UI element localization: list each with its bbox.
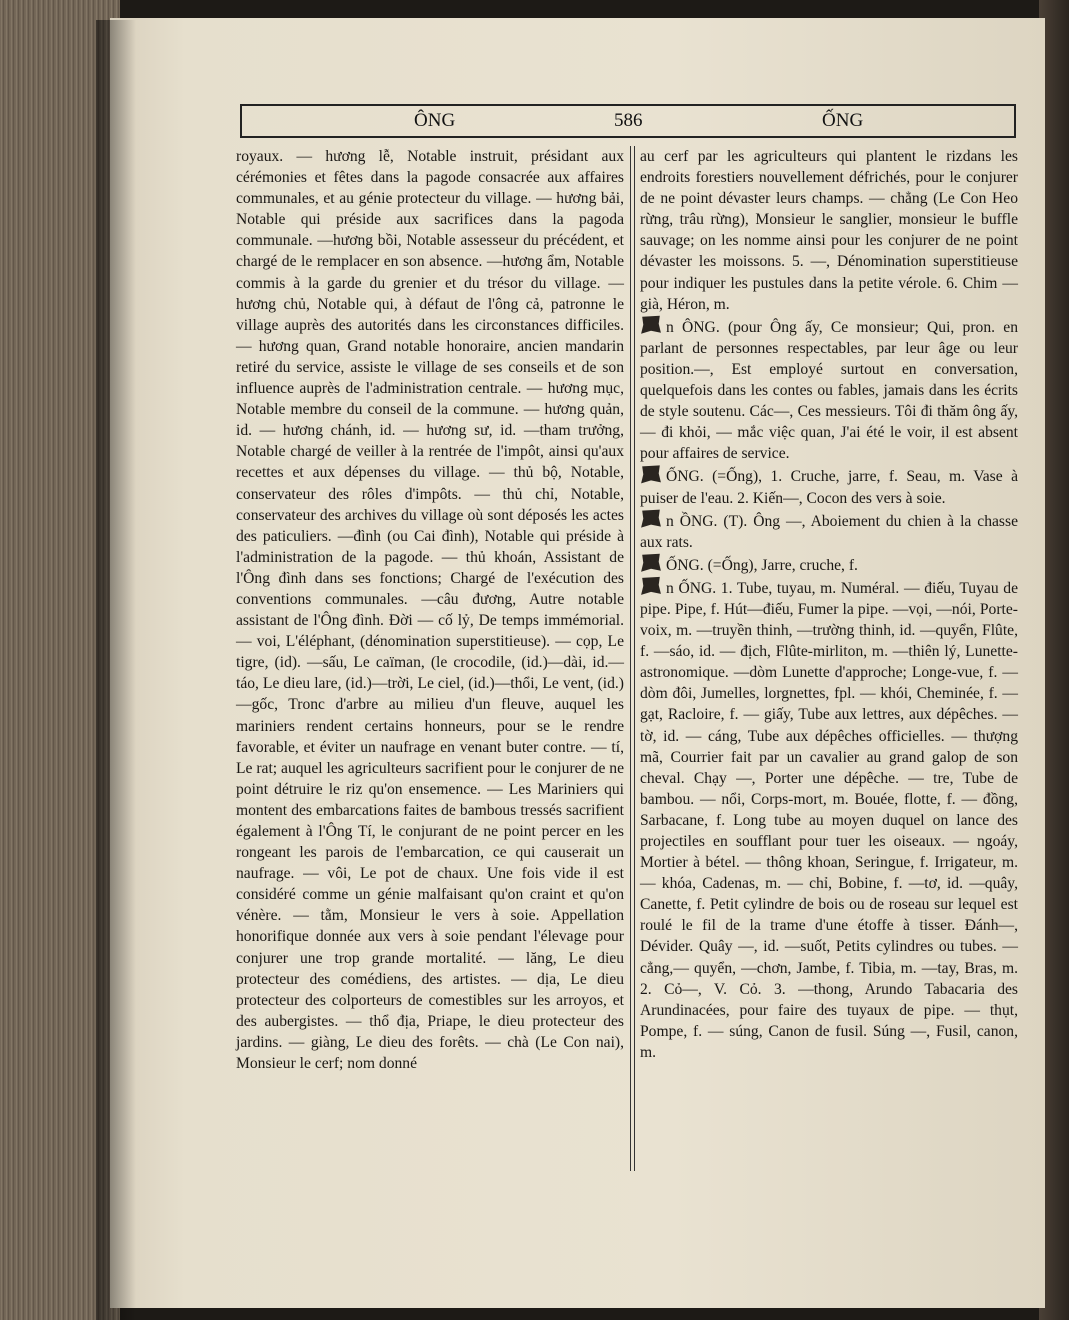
entry-text: ỐNG. (=Ống), 1. Cruche, jarre, f. Seau, m. Vase à puiser de l'eau. 2. Kiến—, Cocon des vers à soie. bbox=[640, 468, 1018, 507]
entry-continuation: au cerf par les agriculteurs qui plantent le rizdans les endroits forestiers nouvellement défrichés, pour le conjurer de ne point dévaster leurs champs. — chẳng (Le Con Heo rừng, trâu rừng), Monsieur le sanglier, monsieur le buffle sauvage; on les nomme ainsi pour les conjurer de ne point dévaster les moissons. 5. —, Dénomination superstitieuse pour indiquer les pustules dans la petite vérole. 6. Chim — già, Héron, m. bbox=[640, 148, 1018, 313]
left-column-text: royaux. — hương lễ, Notable instruit, présidant aux cérémonies et fêtes dans la pagode consacrée aux affaires communales, et au génie protecteur du village. — hương bải, Notable qui préside aux sacrifices dans la pagoda communale. —hương bồi, Notable assesseur du précédent, et chargé de le remplacer en son absence. —hương ẩm, Notable commis à la garde du grenier et du trésor du village. — hương chủ, Notable qui, à défaut de l'ông cả, patronne le village auprès des autorités dans les circonstances difficiles. — hương quan, Grand notable honoraire, ancien mandarin retiré du service, assiste le village de ses conseils et de son influence auprès de l'administration centrale. — hương mục, Notable membre du conseil de la commune. — hương quản, id. — hương chánh, id. — hương sư, id. —tham trưởng, Notable chargé de veiller à la rentrée de l'impôt, ainsi qu'aux recettes et aux dépenses du village. — thủ bộ, Notable, conservateur des rôles d'impôts. — thủ chỉ, Notable, conservateur des archives du village où sont déposés les actes des paticuliers. —đình (ou Cai đình), Notable qui préside à l'administration de la pagode. — thủ khoán, Assistant de l'Ông đình dans ses fonctions; Chargé de l'exécution des conventions communales. —câu đương, Autre notable assistant de l'Ông đình. Đời — cố lỷ, De temps immémorial. — voi, L'éléphant, (dénomination superstitieuse). — cọp, Le tigre, (id). —sấu, Le caïman, (le crocodile, (id.)—dài, id.—táo, Le dieu lare, (id.)—trời, Le ciel, (id.)—thổi, Le vent, (id.)—gốc, Tronc d'arbre au milieu d'un fleuve, auquel les mariniers rendent certains honneurs, pour se le rendre favorable, et éviter un naufrage en venant buter contre. — tí, Le rat; auquel les agriculteurs sacrifient pour le conjurer de ne point détruire le riz qu'on ensemence. — Les Mariniers qui montent des embarcations faites de bambous tressés sacrifient également à l'Ông Tí, le conjurant de ne point percer en les rongeant les parois de l'embarcation, ce qui causerait un naufrage. — vôi, Le pot de chaux. Une fois vide il est considéré comme un génie malfaisant qu'on craint et qu'on vénère. — tằm, Monsieur le vers à soie. Appellation honorifique donnée aux vers à soie pendant l'élevage pour conjurer une trop grande mortalité. — lăng, Le dieu protecteur des comédiens, des artistes. — dịa, Le dieu protecteur des colporteurs de comestibles sur les arroyos, et des aubergistes. — thổ địa, Priape, le dieu protecteur des jardins. — giàng, Le dieu des forêts. — chà (Le Con nai), Monsieur le cerf; nom donné bbox=[236, 148, 624, 1073]
chinese-character-icon bbox=[640, 576, 662, 596]
chinese-character-icon bbox=[640, 315, 662, 335]
page-number: 586 bbox=[614, 110, 643, 131]
spine-shadow bbox=[96, 20, 136, 1320]
entry-text: ỐNG. (=Ống), Jarre, cruche, f. bbox=[666, 556, 858, 574]
entry-text: n ÔNG. (pour Ông ấy, Ce monsieur; Qui, pron. en parlant de personnes respectables, par leur âge ou leur position.—, Est employé surtout en conversation, quelquefois dans les contes ou fables, jamais dans les écrits de style soutenu. Các—, Ces messieurs. Tôi đi thăm ông ấy, — đi khỏi, — mắc việc quan, J'ai été le voir, il est absent pour affaires de service. bbox=[640, 318, 1018, 463]
entry-ong-pronoun bbox=[640, 315, 1018, 465]
entry-ong-tube bbox=[640, 576, 1018, 1063]
header-left-word: ÔNG bbox=[414, 110, 456, 131]
entry-ong-aboiement bbox=[640, 509, 1018, 553]
page-header bbox=[240, 104, 1016, 138]
chinese-character-icon bbox=[640, 553, 662, 573]
column-divider bbox=[630, 146, 631, 1171]
chinese-character-icon bbox=[640, 464, 662, 484]
right-column bbox=[640, 146, 1018, 1063]
entry-ong-cruche bbox=[640, 464, 1018, 508]
column-divider-inner bbox=[634, 146, 635, 1171]
entry-ong-jarre bbox=[640, 553, 1018, 576]
entry-text: n ỐNG. 1. Tube, tuyau, m. Numéral. — điếu, Tuyau de pipe. Pipe, f. Hút—điếu, Fumer la pipe. —vọi, —nói, Porte-voix, m. —truyền thinh, —trường thinh, id. —quyển, Flûte, f. —sáo, id. — địch, Flûte-mirliton, m. —thiên lý, Lunette-astronomique. —dòm Lunette d'approche; Longe-vue, f. — dòm đôi, Jumelles, lorgnettes, fpl. — khói, Cheminée, f. —gạt, Racloire, f. — giấy, Tube aux lettres, aux dépêches. — tờ, id. — cáng, Tube aux dépêches officielles. — thượng mã, Courrier fait par un cavalier au grand galop de son cheval. Chạy —, Porter une dépêche. — tre, Tube de bambou. — nổi, Corps-mort, m. Bouée, flotte, f. — đồng, Sarbacane, f. Long tube au moyen duquel on lance des projectiles en soufflant pour tuer les oiseaux. — ngoáy, Mortier à bétel. — thông khoan, Seringue, f. Irrigateur, m. — khóa, Cadenas, m. — chỉ, Bobine, f. —tơ, id. —quây, Canette, f. Petit cylindre de bois ou de roseau sur lequel est roulé le fil de la trame d'une étoffe à tisser. Đánh—, Dévider. Quây —, id. —suốt, Petits cylindres ou tubes. —cẳng,— quyển, —chơn, Jambe, f. Tibia, m. —tay, Bras, m. 2. Cỏ—, V. Cỏ. 3. —thong, Arundo Tabacaria des Arundinacées, pour faire des tuyaux de pipe. — thụt, Pompe, f. — súng, Canon de fusil. Súng —, Fusil, canon, m. bbox=[640, 579, 1018, 1061]
left-column bbox=[236, 146, 624, 1074]
chinese-character-icon bbox=[640, 509, 662, 529]
entry-text: n ỒNG. (T). Ông —, Aboiement du chien à la chasse aux rats. bbox=[640, 512, 1018, 551]
header-right-word: ỐNG bbox=[822, 110, 864, 131]
